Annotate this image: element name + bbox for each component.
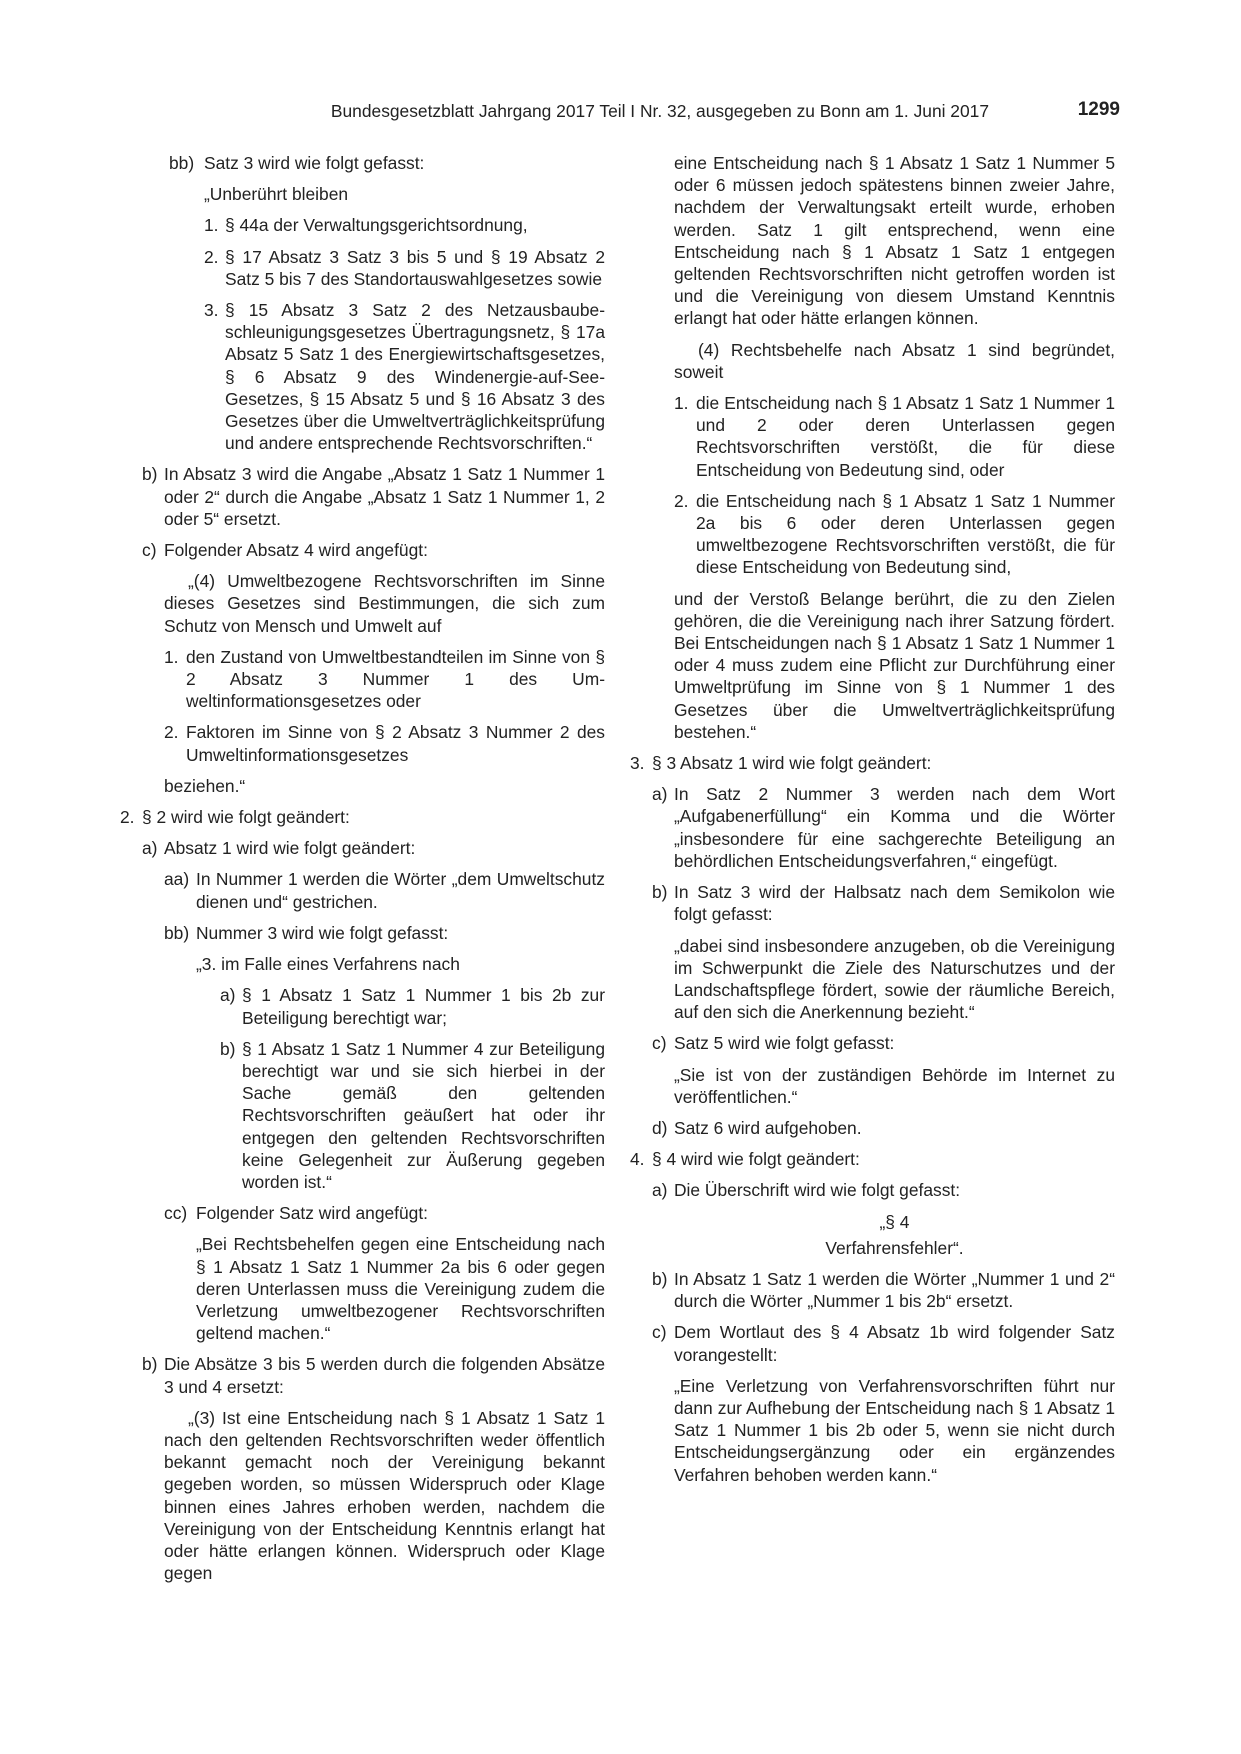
paragraph bbox=[164, 646, 605, 713]
item-label: b) bbox=[220, 1038, 236, 1059]
item-label: c) bbox=[652, 1033, 667, 1054]
item-label: 2. bbox=[204, 246, 219, 267]
paragraph-text: und der Verstoß Belange berührt, die zu den Zielen gehören, die die Vereinigung nach ihrer Satzung fördert. Bei Entscheidungen nach § 1 Absatz 1 Satz 1 Nummer 1 oder 4 muss zudem eine Pflicht zur Durchführung einer Umweltprüfung im Sinne von § 1 Nummer 1 des Gesetzes über die Umweltverträglichkeitsprüfung bestehen.“ bbox=[674, 588, 1115, 742]
item-label: a) bbox=[652, 1180, 668, 1201]
item-label: b) bbox=[652, 1268, 668, 1289]
paragraph bbox=[652, 1321, 1115, 1365]
item-label: b) bbox=[142, 464, 158, 485]
paragraph bbox=[630, 1148, 1115, 1170]
paragraph-text: (4) Rechtsbehelfe nach Absatz 1 sind begründet, soweit bbox=[674, 339, 1115, 382]
paragraph bbox=[164, 1407, 605, 1585]
paragraph-text: Die Absätze 3 bis 5 werden durch die folgenden Absätze 3 und 4 ersetzt: bbox=[164, 1354, 605, 1397]
paragraph bbox=[674, 1375, 1115, 1486]
paragraph-text: § 15 Absatz 3 Satz 2 des Netzausbaubeschleunigungsgesetzes Übertragungsnetz, § 17a Absatz 5 Satz 1 des Energiewirtschaftsgesetzes, § 6 Absatz 9 des Windenergie-auf-See-Gesetzes, § 15 Absatz 5 und § 16 Absatz 3 des Gesetzes über die Umweltverträglichkeitsprüfung und andere entsprechende Rechtsvorschriften.“ bbox=[225, 300, 605, 454]
paragraph bbox=[120, 806, 605, 828]
paragraph-text: „Sie ist von der zuständigen Behörde im Internet zu veröffentlichen.“ bbox=[674, 1064, 1115, 1107]
item-label: c) bbox=[652, 1322, 667, 1343]
item-label: 1. bbox=[674, 393, 689, 414]
item-label: 1. bbox=[164, 646, 179, 667]
item-label: a) bbox=[220, 985, 236, 1006]
paragraph bbox=[164, 868, 605, 912]
paragraph bbox=[204, 183, 605, 205]
item-label: b) bbox=[652, 882, 668, 903]
paragraph-text: Absatz 1 wird wie folgt geändert: bbox=[164, 838, 416, 859]
paragraph bbox=[652, 881, 1115, 925]
paragraph bbox=[674, 392, 1115, 481]
paragraph-text: Folgender Satz wird angefügt: bbox=[196, 1203, 429, 1224]
paragraph bbox=[142, 837, 605, 859]
paragraph-text: § 1 Absatz 1 Satz 1 Nummer 1 bis 2b zur Beteiligung berechtigt war; bbox=[242, 985, 605, 1028]
item-label: 3. bbox=[630, 753, 645, 774]
paragraph bbox=[204, 246, 605, 290]
paragraph-text: „(3) Ist eine Entscheidung nach § 1 Absatz 1 Satz 1 nach den geltenden Rechtsvorschriften weder öffentlich bekannt gemacht noch der Vereinigung bekannt gegeben worden, so müssen Widerspruch oder Klage binnen eines Jahres erhoben werden, nachdem die Vereinigung von der Entscheidung Kenntnis erlangt hat oder hätte erlangen können. Widerspruch oder Klage gegen bbox=[164, 1407, 605, 1584]
paragraph bbox=[674, 1064, 1115, 1108]
item-label: a) bbox=[142, 838, 158, 859]
paragraph-text: „Bei Rechtsbehelfen gegen eine Entscheidung nach § 1 Absatz 1 Satz 1 Nummer 2a bis 6 oder gegen deren Unterlassen muss die Vereinigung zudem die Verletzung umweltbezogener Rechtsvorschriften geltend machen.“ bbox=[196, 1234, 605, 1344]
paragraph bbox=[220, 1038, 605, 1193]
paragraph-text: Satz 6 wird aufgehoben. bbox=[674, 1117, 862, 1138]
item-label: 3. bbox=[204, 300, 219, 321]
paragraph-text: den Zustand von Umweltbestandteilen im Sinne von § 2 Absatz 3 Nummer 1 des Umweltinformationsgesetzes oder bbox=[186, 646, 605, 712]
item-label: 1. bbox=[204, 215, 219, 236]
item-label: bb) bbox=[169, 153, 195, 173]
item-label: 2. bbox=[120, 807, 135, 828]
paragraph-text: Nummer 3 wird wie folgt gefasst: bbox=[196, 922, 449, 943]
paragraph bbox=[169, 152, 605, 174]
paragraph-text: „3. im Falle eines Verfahrens nach bbox=[196, 954, 460, 975]
paragraph bbox=[652, 783, 1115, 872]
paragraph-text: In Satz 3 wird der Halbsatz nach dem Semikolon wie folgt gefasst: bbox=[674, 882, 1115, 925]
paragraph-text: eine Entscheidung nach § 1 Absatz 1 Satz 1 Nummer 5 oder 6 müssen jedoch spätestens binnen zweier Jahre, nachdem der Verwaltungsakt erteilt wurde, erhoben werden. Satz 1 gilt entsprechend, wenn eine Entscheidung nach § 1 Absatz 1 Satz 1 entgegen geltenden Rechtsvorschriften nicht getroffen worden ist und die Vereinigung von diesem Umstand Kenntnis erlangt hat oder hätte erlangen können. bbox=[674, 153, 1115, 329]
paragraph bbox=[164, 1202, 605, 1224]
paragraph bbox=[674, 1237, 1115, 1259]
paragraph bbox=[196, 953, 605, 975]
paragraph-text: Folgender Absatz 4 wird angefügt: bbox=[164, 540, 428, 561]
paragraph bbox=[142, 539, 605, 561]
paragraph-text: Satz 3 wird wie folgt gefasst: bbox=[204, 153, 425, 173]
item-label: 2. bbox=[674, 490, 689, 511]
paragraph bbox=[164, 570, 605, 637]
item-label: aa) bbox=[164, 869, 190, 890]
left-column bbox=[120, 152, 605, 1593]
paragraph bbox=[652, 1179, 1115, 1201]
page-number: 1299 bbox=[1077, 99, 1120, 120]
paragraph-text: Dem Wortlaut des § 4 Absatz 1b wird folgender Satz vorangestellt: bbox=[674, 1322, 1115, 1365]
paragraph-text: § 44a der Verwaltungsgerichtsordnung, bbox=[225, 215, 528, 236]
paragraph-text: Verfahrensfehler“. bbox=[825, 1237, 964, 1258]
paragraph-text: Faktoren im Sinne von § 2 Absatz 3 Nummer 2 des Umweltinformationsgesetzes bbox=[186, 722, 605, 765]
paragraph-text: „Eine Verletzung von Verfahrensvorschriften führt nur dann zur Aufhebung der Entscheidung nach § 1 Absatz 1 Satz 1 Nummer 1 bis 2b oder 5, wenn sie nicht durch Entscheidungsergänzung oder ein ergänzendes Verfahren behoben werden kann.“ bbox=[674, 1375, 1115, 1485]
item-label: 4. bbox=[630, 1149, 645, 1170]
paragraph bbox=[164, 775, 605, 797]
paragraph bbox=[674, 152, 1115, 330]
paragraph bbox=[196, 1233, 605, 1344]
item-label: d) bbox=[652, 1117, 668, 1138]
paragraph bbox=[630, 752, 1115, 774]
paragraph bbox=[220, 984, 605, 1028]
paragraph bbox=[652, 1268, 1115, 1312]
paragraph bbox=[674, 490, 1115, 579]
paragraph bbox=[674, 339, 1115, 383]
paragraph bbox=[142, 1353, 605, 1397]
paragraph bbox=[164, 922, 605, 944]
item-label: b) bbox=[142, 1354, 158, 1375]
paragraph-text: „Unberührt bleiben bbox=[204, 184, 349, 205]
running-header bbox=[120, 100, 1120, 124]
paragraph-text: die Entscheidung nach § 1 Absatz 1 Satz 1 Nummer 2a bis 6 oder deren Unterlassen gegen umweltbezogene Rechtsvorschriften verstößt, die für diese Entscheidung von Bedeutung sind, bbox=[696, 490, 1115, 578]
paragraph bbox=[204, 299, 605, 454]
paragraph bbox=[652, 1032, 1115, 1054]
paragraph-text: „(4) Umweltbezogene Rechtsvorschriften im Sinne dieses Gesetzes sind Bestimmungen, die sich zum Schutz von Mensch und Umwelt auf bbox=[164, 571, 605, 636]
paragraph-text: „dabei sind insbesondere anzugeben, ob die Vereinigung im Schwerpunkt die Ziele des Naturschutzes und der Landschaftspflege fördert, sowie der räumliche Bereich, auf den sich die Anerkennung bezieht.“ bbox=[674, 935, 1115, 1023]
paragraph-text: § 1 Absatz 1 Satz 1 Nummer 4 zur Beteiligung berechtigt war und sie sich hierbei in der Sache gemäß den geltenden Rechtsvorschriften geäußert hat oder ihr entgegen den geltenden Rechtsvorschriften keine Gelegenheit zur Äußerung gegeben worden ist.“ bbox=[242, 1038, 605, 1192]
paragraph-text: § 3 Absatz 1 wird wie folgt geändert: bbox=[652, 753, 932, 774]
item-label: a) bbox=[652, 784, 668, 805]
paragraph-text: In Absatz 1 Satz 1 werden die Wörter „Nummer 1 und 2“ durch die Wörter „Nummer 1 bis 2b“ ersetzt. bbox=[674, 1268, 1115, 1312]
paragraph-text: beziehen.“ bbox=[164, 775, 246, 796]
paragraph bbox=[674, 1211, 1115, 1233]
paragraph bbox=[674, 588, 1115, 743]
right-column bbox=[630, 152, 1115, 1495]
header-title: Bundesgesetzblatt Jahrgang 2017 Teil I Nr. 32, ausgegeben zu Bonn am 1. Juni 2017 bbox=[330, 101, 989, 121]
paragraph bbox=[142, 463, 605, 530]
paragraph-text: § 4 wird wie folgt geändert: bbox=[652, 1149, 860, 1170]
paragraph-text: § 17 Absatz 3 Satz 3 bis 5 und § 19 Absatz 2 Satz 5 bis 7 des Standortauswahlgesetzes sowie bbox=[225, 246, 605, 289]
item-label: c) bbox=[142, 540, 157, 561]
paragraph-text: die Entscheidung nach § 1 Absatz 1 Satz 1 Nummer 1 und 2 oder deren Unterlassen gegen Rechtsvorschriften verstößt, die für diese Entscheidung von Bedeutung sind, oder bbox=[696, 393, 1115, 480]
paragraph bbox=[674, 935, 1115, 1024]
paragraph-text: „§ 4 bbox=[879, 1211, 910, 1232]
paragraph bbox=[204, 214, 605, 236]
paragraph-text: Satz 5 wird wie folgt gefasst: bbox=[674, 1033, 895, 1054]
paragraph-text: Die Überschrift wird wie folgt gefasst: bbox=[674, 1180, 961, 1201]
item-label: 2. bbox=[164, 722, 179, 743]
paragraph-text: In Absatz 3 wird die Angabe „Absatz 1 Satz 1 Nummer 1 oder 2“ durch die Angabe „Absatz 1 Satz 1 Nummer 1, 2 oder 5“ ersetzt. bbox=[164, 464, 605, 529]
paragraph-text: § 2 wird wie folgt geändert: bbox=[142, 807, 350, 828]
paragraph-text: In Nummer 1 werden die Wörter „dem Umweltschutz dienen und“ gestrichen. bbox=[196, 869, 605, 912]
paragraph-text: In Satz 2 Nummer 3 werden nach dem Wort „Aufgabenerfüllung“ ein Komma und die Wörter „insbesondere für eine sachgerechte Beteiligung an behördlichen Entscheidungsverfahren,“ eingefügt. bbox=[674, 784, 1115, 871]
item-label: bb) bbox=[164, 922, 190, 943]
paragraph bbox=[164, 721, 605, 765]
paragraph bbox=[652, 1117, 1115, 1139]
item-label: cc) bbox=[164, 1203, 188, 1224]
